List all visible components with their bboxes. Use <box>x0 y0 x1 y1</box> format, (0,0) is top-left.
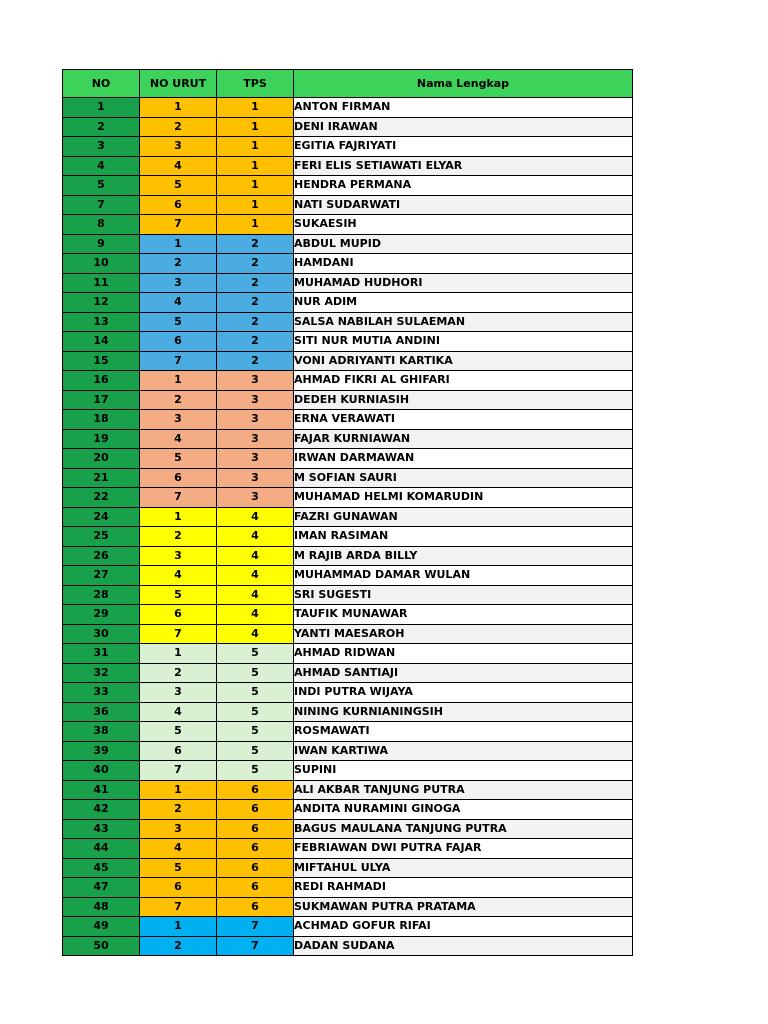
tps-cell: 1 <box>217 215 294 235</box>
tps-cell: 1 <box>217 176 294 196</box>
tps-cell: 3 <box>217 449 294 469</box>
tps-cell: 1 <box>217 137 294 157</box>
no-urut-cell: 3 <box>140 546 217 566</box>
tps-cell: 6 <box>217 819 294 839</box>
tps-cell: 1 <box>217 156 294 176</box>
no-cell: 27 <box>63 566 140 586</box>
table-row <box>63 429 633 449</box>
no-urut-cell: 4 <box>140 429 217 449</box>
nama-cell: SALSA NABILAH SULAEMAN <box>294 312 633 332</box>
no-urut-cell: 3 <box>140 410 217 430</box>
nama-cell: ACHMAD GOFUR RIFAI <box>294 917 633 937</box>
no-urut-cell: 1 <box>140 780 217 800</box>
no-cell: 22 <box>63 488 140 508</box>
header-row <box>63 70 633 98</box>
table-row <box>63 390 633 410</box>
table-row <box>63 195 633 215</box>
nama-cell: HENDRA PERMANA <box>294 176 633 196</box>
nama-cell: FEBRIAWAN DWI PUTRA FAJAR <box>294 839 633 859</box>
tps-cell: 2 <box>217 234 294 254</box>
no-urut-cell: 3 <box>140 137 217 157</box>
no-cell: 5 <box>63 176 140 196</box>
tps-cell: 3 <box>217 390 294 410</box>
no-urut-cell: 2 <box>140 527 217 547</box>
nama-cell: FERI ELIS SETIAWATI ELYAR <box>294 156 633 176</box>
no-cell: 15 <box>63 351 140 371</box>
table-row <box>63 351 633 371</box>
nama-cell: MUHAMAD HELMI KOMARUDIN <box>294 488 633 508</box>
no-urut-cell: 6 <box>140 605 217 625</box>
table-row <box>63 566 633 586</box>
no-urut-cell: 5 <box>140 312 217 332</box>
tps-cell: 1 <box>217 117 294 137</box>
nama-cell: SRI SUGESTI <box>294 585 633 605</box>
no-cell: 29 <box>63 605 140 625</box>
no-cell: 32 <box>63 663 140 683</box>
tps-cell: 2 <box>217 254 294 274</box>
tps-cell: 2 <box>217 351 294 371</box>
nama-cell: NINING KURNIANINGSIH <box>294 702 633 722</box>
nama-cell: MUHAMMAD DAMAR WULAN <box>294 566 633 586</box>
tps-cell: 4 <box>217 585 294 605</box>
tps-cell: 6 <box>217 800 294 820</box>
nama-cell: DENI IRAWAN <box>294 117 633 137</box>
no-cell: 43 <box>63 819 140 839</box>
tps-cell: 2 <box>217 312 294 332</box>
no-cell: 30 <box>63 624 140 644</box>
tps-cell: 5 <box>217 644 294 664</box>
no-cell: 38 <box>63 722 140 742</box>
nama-cell: SUKMAWAN PUTRA PRATAMA <box>294 897 633 917</box>
no-cell: 10 <box>63 254 140 274</box>
header-no-urut: NO URUT <box>140 70 217 98</box>
nama-cell: INDI PUTRA WIJAYA <box>294 683 633 703</box>
no-cell: 21 <box>63 468 140 488</box>
no-urut-cell: 1 <box>140 371 217 391</box>
no-urut-cell: 6 <box>140 468 217 488</box>
no-cell: 49 <box>63 917 140 937</box>
table-row <box>63 839 633 859</box>
table-body <box>63 98 633 956</box>
no-urut-cell: 1 <box>140 507 217 527</box>
tps-cell: 6 <box>217 839 294 859</box>
tps-cell: 6 <box>217 878 294 898</box>
nama-cell: IMAN RASIMAN <box>294 527 633 547</box>
no-cell: 41 <box>63 780 140 800</box>
tps-cell: 4 <box>217 546 294 566</box>
no-cell: 3 <box>63 137 140 157</box>
no-urut-cell: 7 <box>140 351 217 371</box>
no-urut-cell: 4 <box>140 293 217 313</box>
tps-cell: 6 <box>217 897 294 917</box>
table-row <box>63 800 633 820</box>
no-urut-cell: 6 <box>140 332 217 352</box>
nama-cell: AHMAD SANTIAJI <box>294 663 633 683</box>
tps-cell: 5 <box>217 741 294 761</box>
no-cell: 17 <box>63 390 140 410</box>
nama-cell: IRWAN DARMAWAN <box>294 449 633 469</box>
table-row <box>63 644 633 664</box>
no-urut-cell: 3 <box>140 819 217 839</box>
table-row <box>63 624 633 644</box>
tps-cell: 3 <box>217 410 294 430</box>
tps-cell: 4 <box>217 527 294 547</box>
no-urut-cell: 3 <box>140 273 217 293</box>
no-urut-cell: 2 <box>140 390 217 410</box>
tps-cell: 4 <box>217 605 294 625</box>
nama-cell: ROSMAWATI <box>294 722 633 742</box>
no-urut-cell: 7 <box>140 897 217 917</box>
nama-cell: M RAJIB ARDA BILLY <box>294 546 633 566</box>
nama-cell: ALI AKBAR TANJUNG PUTRA <box>294 780 633 800</box>
table-row <box>63 215 633 235</box>
table-row <box>63 605 633 625</box>
table-row <box>63 702 633 722</box>
nama-cell: MIFTAHUL ULYA <box>294 858 633 878</box>
nama-cell: SITI NUR MUTIA ANDINI <box>294 332 633 352</box>
no-urut-cell: 4 <box>140 566 217 586</box>
no-urut-cell: 2 <box>140 663 217 683</box>
nama-cell: NATI SUDARWATI <box>294 195 633 215</box>
no-cell: 8 <box>63 215 140 235</box>
table-row <box>63 663 633 683</box>
table-row <box>63 410 633 430</box>
table-row <box>63 585 633 605</box>
nama-cell: AHMAD RIDWAN <box>294 644 633 664</box>
table-row <box>63 254 633 274</box>
header-nama-lengkap: Nama Lengkap <box>294 70 633 98</box>
no-urut-cell: 5 <box>140 858 217 878</box>
no-urut-cell: 6 <box>140 741 217 761</box>
table-row <box>63 819 633 839</box>
nama-cell: SUKAESIH <box>294 215 633 235</box>
nama-cell: MUHAMAD HUDHORI <box>294 273 633 293</box>
no-urut-cell: 1 <box>140 917 217 937</box>
table-row <box>63 878 633 898</box>
tps-cell: 5 <box>217 702 294 722</box>
table-row <box>63 371 633 391</box>
nama-cell: NUR ADIM <box>294 293 633 313</box>
no-urut-cell: 4 <box>140 839 217 859</box>
no-cell: 11 <box>63 273 140 293</box>
table-row <box>63 683 633 703</box>
table-row <box>63 332 633 352</box>
no-cell: 44 <box>63 839 140 859</box>
tps-cell: 5 <box>217 683 294 703</box>
table-row <box>63 507 633 527</box>
nama-cell: DEDEH KURNIASIH <box>294 390 633 410</box>
nama-cell: FAZRI GUNAWAN <box>294 507 633 527</box>
tps-cell: 2 <box>217 332 294 352</box>
nama-cell: REDI RAHMADI <box>294 878 633 898</box>
no-cell: 42 <box>63 800 140 820</box>
tps-cell: 1 <box>217 98 294 118</box>
no-urut-cell: 5 <box>140 585 217 605</box>
no-cell: 50 <box>63 936 140 956</box>
no-urut-cell: 4 <box>140 156 217 176</box>
no-urut-cell: 6 <box>140 878 217 898</box>
no-urut-cell: 7 <box>140 624 217 644</box>
no-cell: 47 <box>63 878 140 898</box>
no-cell: 7 <box>63 195 140 215</box>
nama-cell: BAGUS MAULANA TANJUNG PUTRA <box>294 819 633 839</box>
table-row <box>63 449 633 469</box>
no-cell: 40 <box>63 761 140 781</box>
tps-cell: 7 <box>217 936 294 956</box>
no-cell: 13 <box>63 312 140 332</box>
no-cell: 28 <box>63 585 140 605</box>
no-cell: 31 <box>63 644 140 664</box>
nama-cell: HAMDANI <box>294 254 633 274</box>
nama-cell: YANTI MAESAROH <box>294 624 633 644</box>
table-row <box>63 156 633 176</box>
header-tps: TPS <box>217 70 294 98</box>
nama-cell: AHMAD FIKRI AL GHIFARI <box>294 371 633 391</box>
tps-cell: 4 <box>217 566 294 586</box>
no-cell: 4 <box>63 156 140 176</box>
no-cell: 9 <box>63 234 140 254</box>
table-row <box>63 858 633 878</box>
tps-cell: 2 <box>217 293 294 313</box>
no-urut-cell: 3 <box>140 683 217 703</box>
nama-cell: M SOFIAN SAURI <box>294 468 633 488</box>
tps-cell: 1 <box>217 195 294 215</box>
nama-cell: FAJAR KURNIAWAN <box>294 429 633 449</box>
tps-cell: 5 <box>217 663 294 683</box>
tps-cell: 2 <box>217 273 294 293</box>
table-row <box>63 936 633 956</box>
no-cell: 18 <box>63 410 140 430</box>
no-cell: 48 <box>63 897 140 917</box>
table-row <box>63 176 633 196</box>
no-cell: 14 <box>63 332 140 352</box>
table-row <box>63 761 633 781</box>
tps-cell: 5 <box>217 761 294 781</box>
header-no: NO <box>63 70 140 98</box>
no-urut-cell: 2 <box>140 936 217 956</box>
voter-table <box>62 69 633 956</box>
no-cell: 12 <box>63 293 140 313</box>
no-urut-cell: 5 <box>140 449 217 469</box>
no-cell: 36 <box>63 702 140 722</box>
no-urut-cell: 1 <box>140 234 217 254</box>
table-row <box>63 741 633 761</box>
no-cell: 20 <box>63 449 140 469</box>
no-urut-cell: 2 <box>140 254 217 274</box>
nama-cell: DADAN SUDANA <box>294 936 633 956</box>
tps-cell: 4 <box>217 507 294 527</box>
table-row <box>63 917 633 937</box>
table-row <box>63 273 633 293</box>
table-row <box>63 546 633 566</box>
nama-cell: SUPINI <box>294 761 633 781</box>
nama-cell: EGITIA FAJRIYATI <box>294 137 633 157</box>
tps-cell: 6 <box>217 780 294 800</box>
no-cell: 19 <box>63 429 140 449</box>
table-row <box>63 468 633 488</box>
no-cell: 45 <box>63 858 140 878</box>
no-urut-cell: 2 <box>140 800 217 820</box>
tps-cell: 3 <box>217 429 294 449</box>
no-urut-cell: 7 <box>140 215 217 235</box>
tps-cell: 3 <box>217 468 294 488</box>
no-urut-cell: 7 <box>140 488 217 508</box>
no-cell: 16 <box>63 371 140 391</box>
nama-cell: IWAN KARTIWA <box>294 741 633 761</box>
tps-cell: 5 <box>217 722 294 742</box>
table-row <box>63 722 633 742</box>
no-cell: 25 <box>63 527 140 547</box>
table-row <box>63 488 633 508</box>
no-cell: 2 <box>63 117 140 137</box>
no-cell: 39 <box>63 741 140 761</box>
tps-cell: 4 <box>217 624 294 644</box>
no-urut-cell: 1 <box>140 644 217 664</box>
no-cell: 24 <box>63 507 140 527</box>
no-urut-cell: 1 <box>140 98 217 118</box>
tps-cell: 6 <box>217 858 294 878</box>
table-row <box>63 897 633 917</box>
table-row <box>63 234 633 254</box>
nama-cell: ERNA VERAWATI <box>294 410 633 430</box>
no-urut-cell: 5 <box>140 176 217 196</box>
tps-cell: 3 <box>217 488 294 508</box>
table-row <box>63 527 633 547</box>
nama-cell: TAUFIK MUNAWAR <box>294 605 633 625</box>
no-cell: 33 <box>63 683 140 703</box>
no-urut-cell: 5 <box>140 722 217 742</box>
tps-cell: 3 <box>217 371 294 391</box>
nama-cell: ABDUL MUPID <box>294 234 633 254</box>
table-row <box>63 137 633 157</box>
no-urut-cell: 2 <box>140 117 217 137</box>
nama-cell: VONI ADRIYANTI KARTIKA <box>294 351 633 371</box>
no-urut-cell: 7 <box>140 761 217 781</box>
no-cell: 26 <box>63 546 140 566</box>
table-row <box>63 780 633 800</box>
nama-cell: ANTON FIRMAN <box>294 98 633 118</box>
table-row <box>63 312 633 332</box>
no-cell: 1 <box>63 98 140 118</box>
no-urut-cell: 4 <box>140 702 217 722</box>
tps-cell: 7 <box>217 917 294 937</box>
nama-cell: ANDITA NURAMINI GINOGA <box>294 800 633 820</box>
table-row <box>63 293 633 313</box>
table-row <box>63 98 633 118</box>
no-urut-cell: 6 <box>140 195 217 215</box>
table-row <box>63 117 633 137</box>
